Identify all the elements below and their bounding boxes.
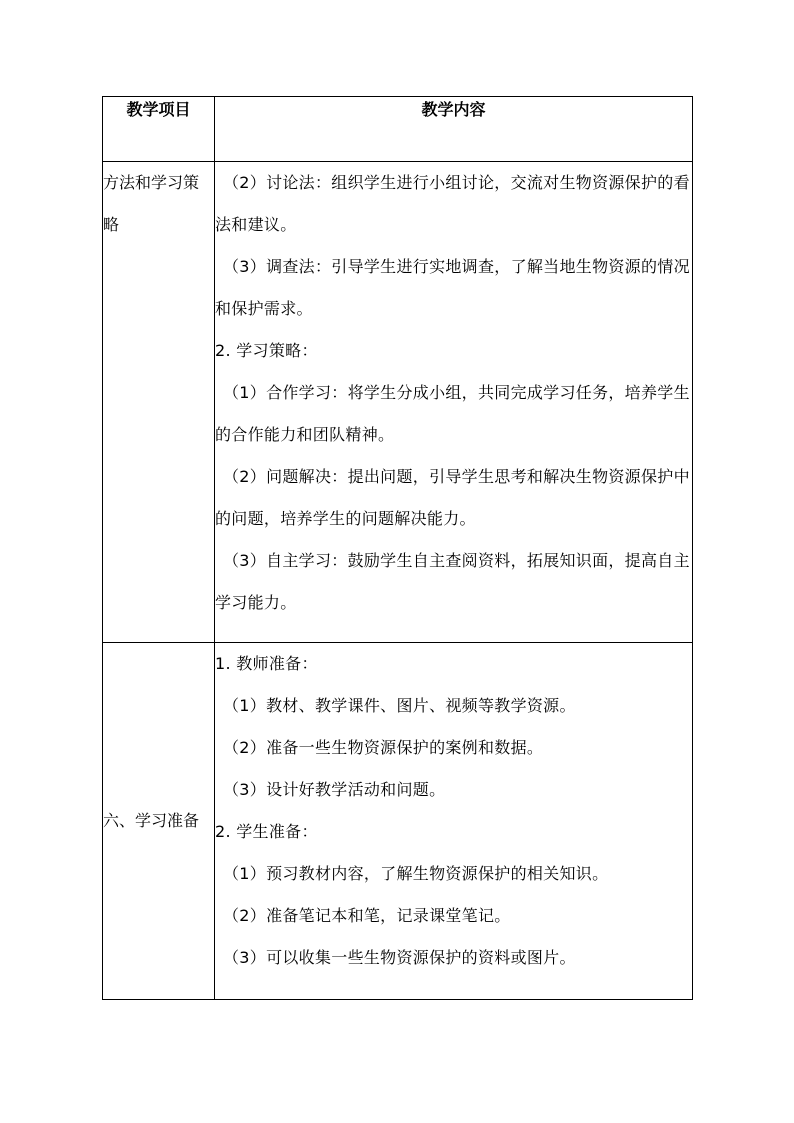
table-header-row — [103, 97, 693, 162]
content-paragraph: （2）讨论法：组织学生进行小组讨论，交流对生物资源保护的看法和建议。 — [215, 173, 690, 234]
content-paragraph: （1）预习教材内容，了解生物资源保护的相关知识。 — [223, 864, 609, 883]
content-paragraph: 2. 学生准备： — [215, 822, 318, 841]
content-paragraph: 1. 教师准备： — [215, 654, 318, 673]
content-paragraph: （3）设计好教学活动和问题。 — [223, 780, 446, 799]
row-label-methods-strategies: 方法和学习策略 — [103, 162, 215, 643]
content-paragraph: （3）可以收集一些生物资源保护的资料或图片。 — [223, 948, 576, 967]
table-row — [103, 643, 693, 1000]
content-paragraph: （2）问题解决：提出问题，引导学生思考和解决生物资源保护中的问题，培养学生的问题解决能力。 — [215, 467, 690, 528]
content-paragraph: （2）准备一些生物资源保护的案例和数据。 — [223, 738, 544, 757]
content-paragraph: （1）教材、教学课件、图片、视频等教学资源。 — [223, 696, 576, 715]
content-paragraph: （1）合作学习：将学生分成小组，共同完成学习任务，培养学生的合作能力和团队精神。 — [215, 383, 690, 444]
row-label-learning-preparation: 六、学习准备 — [103, 643, 215, 1000]
content-paragraph: （3）自主学习：鼓励学生自主查阅资料，拓展知识面，提高自主学习能力。 — [215, 551, 690, 612]
content-paragraph: （3）调查法：引导学生进行实地调查，了解当地生物资源的情况和保护需求。 — [215, 257, 690, 318]
lesson-plan-table — [102, 96, 693, 1000]
row-content-learning-preparation — [215, 643, 693, 1000]
content-paragraph: 2. 学习策略： — [215, 341, 318, 360]
table-row — [103, 162, 693, 643]
header-teaching-item: 教学项目 — [103, 97, 215, 162]
header-teaching-content: 教学内容 — [215, 97, 693, 162]
row-content-methods-strategies — [215, 162, 693, 643]
content-paragraph: （2）准备笔记本和笔，记录课堂笔记。 — [223, 906, 511, 925]
